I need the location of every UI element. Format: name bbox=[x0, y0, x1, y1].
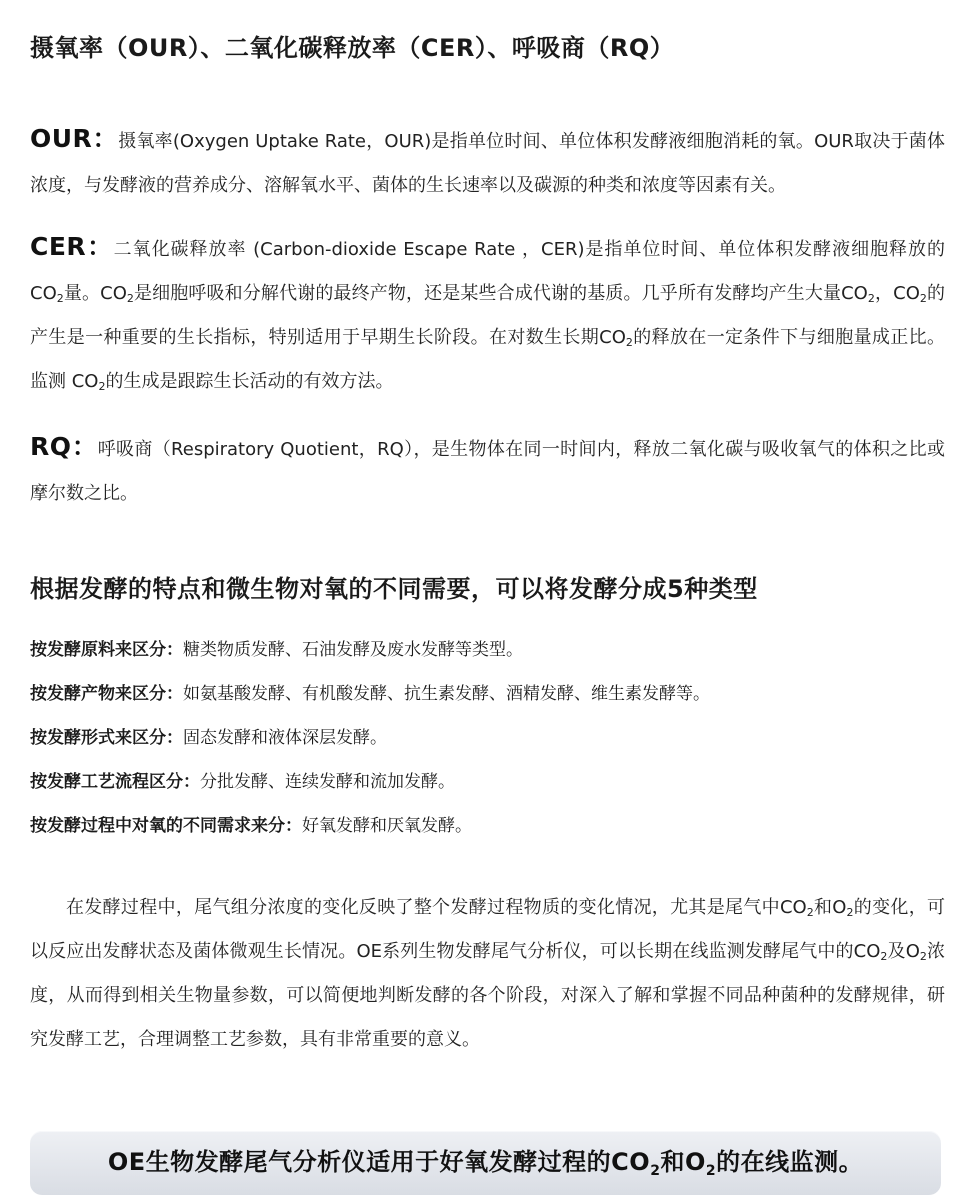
type-label: 按发酵过程中对氧的不同需求来分： bbox=[30, 816, 302, 836]
type-label: 按发酵形式来区分： bbox=[30, 728, 183, 748]
banner-text-1: OE生物发酵尾气分析仪适用于好氧发酵过程的CO bbox=[107, 1148, 651, 1176]
type-value: 分批发酵、连续发酵和流加发酵。 bbox=[200, 772, 455, 792]
subscript-2: 2 bbox=[919, 950, 927, 963]
subscript-2: 2 bbox=[126, 292, 134, 305]
type-value: 糖类物质发酵、石油发酵及废水发酵等类型。 bbox=[183, 640, 523, 660]
list-item bbox=[30, 716, 945, 760]
type-value: 如氨基酸发酵、有机酸发酵、抗生素发酵、酒精发酵、维生素发酵等。 bbox=[183, 684, 710, 704]
type-label: 按发酵原料来区分： bbox=[30, 640, 183, 660]
cer-text-3: 是细胞呼吸和分解代谢的最终产物，还是某些合成代谢的基质。几乎所有发酵均产生大量CO bbox=[133, 283, 868, 304]
list-item bbox=[30, 672, 945, 716]
subscript-2: 2 bbox=[98, 380, 106, 393]
subscript-2: 2 bbox=[846, 906, 854, 919]
process-paragraph bbox=[30, 886, 945, 1062]
process-text-3: 的变化，可以反应出发酵状态及菌体微观生长情况。OE系列生物发酵尾气分析仪，可以长期在线监测发酵尾气中的CO bbox=[30, 897, 946, 962]
subscript-2: 2 bbox=[650, 1163, 661, 1179]
our-definition bbox=[30, 117, 945, 208]
cer-text-1: 二氧化碳释放率 (Carbon-dioxide Escape Rate ，CER)是指单位时间、单位体积发酵液细胞释放的CO bbox=[30, 239, 945, 304]
cer-text-4: ，CO bbox=[874, 283, 920, 304]
subscript-2: 2 bbox=[625, 336, 633, 349]
subscript-2: 2 bbox=[867, 292, 875, 305]
process-text-1: 在发酵过程中，尾气组分浓度的变化反映了整个发酵过程物质的变化情况，尤其是尾气中CO bbox=[66, 897, 807, 918]
type-label: 按发酵产物来区分： bbox=[30, 684, 183, 704]
our-text: 摄氧率(Oxygen Uptake Rate，OUR)是指单位时间、单位体积发酵液细胞消耗的氧。OUR取决于菌体浓度，与发酵液的营养成分、溶解氧水平、菌体的生长速率以及碳源的种类和浓度等因素有关。 bbox=[30, 131, 945, 196]
type-value: 好氧发酵和厌氧发酵。 bbox=[302, 816, 472, 836]
list-item bbox=[30, 628, 945, 672]
cer-text-2: 量。CO bbox=[63, 283, 127, 304]
our-term: OUR： bbox=[30, 124, 119, 153]
fermentation-type-list bbox=[30, 628, 945, 848]
section-title-our-cer-rq: 摄氧率（OUR）、二氧化碳释放率（CER）、呼吸商（RQ） bbox=[30, 34, 675, 62]
banner-text-3: 的在线监测。 bbox=[716, 1148, 864, 1176]
subscript-2: 2 bbox=[806, 906, 814, 919]
rq-definition bbox=[30, 425, 945, 516]
summary-banner bbox=[30, 1131, 941, 1195]
cer-term: CER： bbox=[30, 232, 114, 261]
type-value: 固态发酵和液体深层发酵。 bbox=[183, 728, 387, 748]
process-text-2: 和O bbox=[813, 897, 847, 918]
cer-text-5: 的产生是一种重要的生长指标，特别适用于早期生长阶段。在对数生长期CO bbox=[30, 283, 945, 348]
process-text-4: 及O bbox=[887, 941, 920, 962]
subscript-2: 2 bbox=[56, 292, 64, 305]
subscript-2: 2 bbox=[919, 292, 927, 305]
section-title-fermentation-types: 根据发酵的特点和微生物对氧的不同需要，可以将发酵分成5种类型 bbox=[30, 575, 758, 603]
subscript-2: 2 bbox=[880, 950, 888, 963]
cer-definition bbox=[30, 225, 945, 404]
cer-text-7: 的生成是跟踪生长活动的有效方法。 bbox=[105, 371, 394, 392]
subscript-2: 2 bbox=[705, 1163, 717, 1179]
process-text-5: 浓度，从而得到相关生物量参数，可以简便地判断发酵的各个阶段，对深入了解和掌握不同品种菌种的发酵规律，研究发酵工艺，合理调整工艺参数，具有非常重要的意义。 bbox=[30, 941, 946, 1050]
list-item bbox=[30, 760, 945, 804]
rq-term: RQ： bbox=[30, 432, 98, 461]
type-label: 按发酵工艺流程区分： bbox=[30, 772, 200, 792]
list-item bbox=[30, 804, 945, 848]
cer-text-6: 的释放在一定条件下与细胞量成正比。监测 CO bbox=[30, 327, 946, 392]
rq-text: 呼吸商（Respiratory Quotient，RQ），是生物体在同一时间内，释放二氧化碳与吸收氧气的体积之比或摩尔数之比。 bbox=[30, 439, 945, 504]
banner-text-2: 和O bbox=[660, 1148, 706, 1176]
